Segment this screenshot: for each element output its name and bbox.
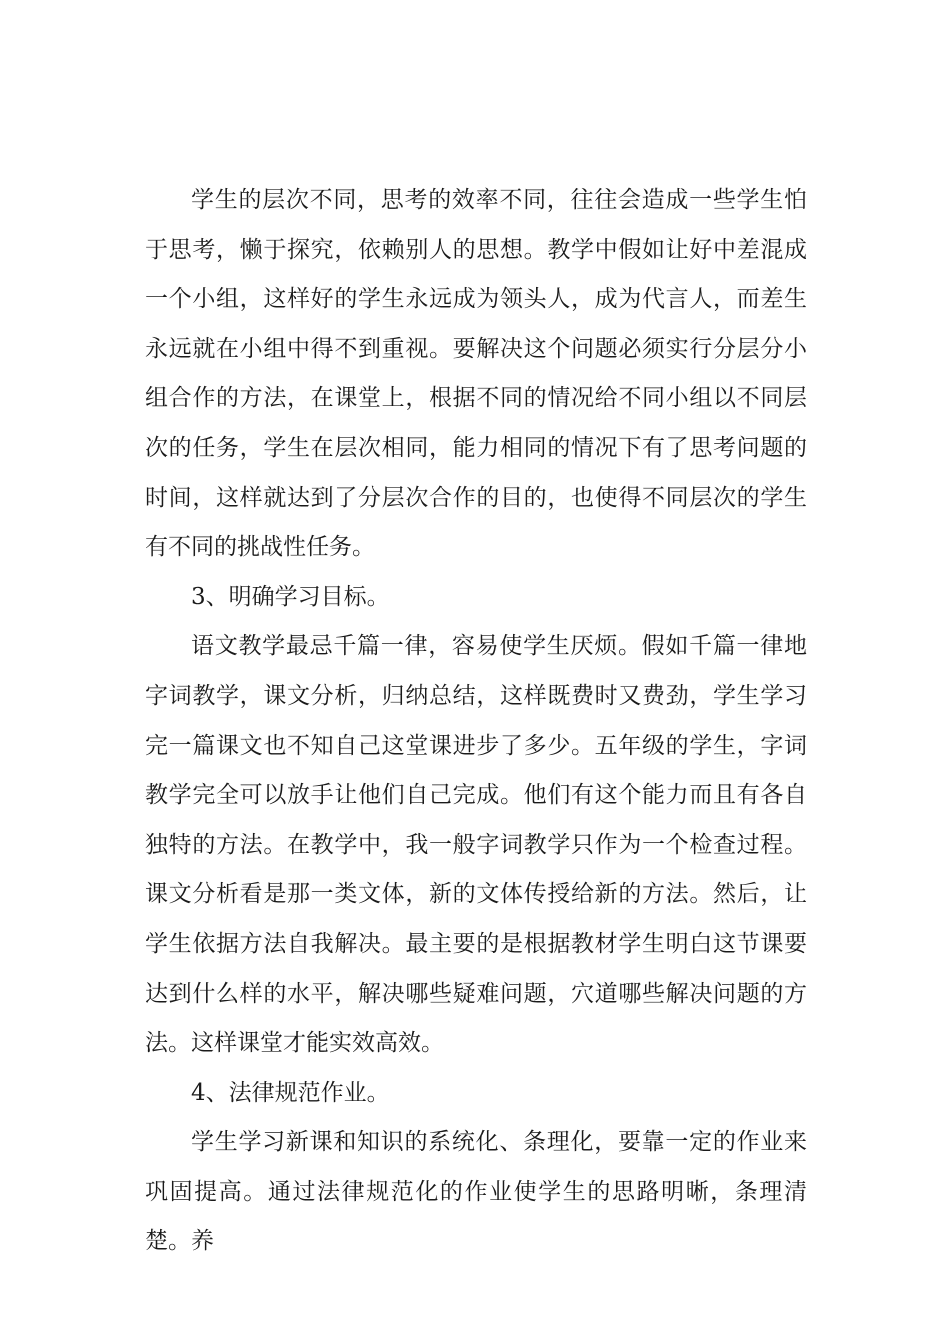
paragraph-homework: 学生学习新课和知识的系统化、条理化，要靠一定的作业来巩固提高。通过法律规范化的作业使学生的思路明晰，条理清楚。养 xyxy=(145,1129,807,1255)
document-body xyxy=(145,176,807,1267)
heading-standard-homework: 4、法律规范作业。 xyxy=(191,1079,390,1106)
paragraph-chinese-teaching: 语文教学最忌千篇一律，容易使学生厌烦。假如千篇一律地字词教学，课文分析，归纳总结，这样既费时又费劲，学生学习完一篇课文也不知自己这堂课进步了多少。五年级的学生，字词教学完全可以放手让他们自己完成。他们有这个能力而且有各自独特的方法。在教学中，我一般字词教学只作为一个检查过程。课文分析看是那一类文体，新的文体传授给新的方法。然后，让学生依据方法自我解决。最主要的是根据教材学生明白这节课要达到什么样的水平，解决哪些疑难问题，穴道哪些解决问题的方法。这样课堂才能实效高效。 xyxy=(145,633,807,1057)
paragraph-layered-groups: 学生的层次不同，思考的效率不同，往往会造成一些学生怕于思考，懒于探究，依赖别人的思想。教学中假如让好中差混成一个小组，这样好的学生永远成为领头人，成为代言人，而差生永远就在小组中得不到重视。要解决这个问题必须实行分层分小组合作的方法，在课堂上，根据不同的情况给不同小组以不同层次的任务，学生在层次相同，能力相同的情况下有了思考问题的时间，这样就达到了分层次合作的目的，也使得不同层次的学生有不同的挑战性任务。 xyxy=(145,187,807,561)
heading-learning-goals: 3、明确学习目标。 xyxy=(191,583,390,610)
